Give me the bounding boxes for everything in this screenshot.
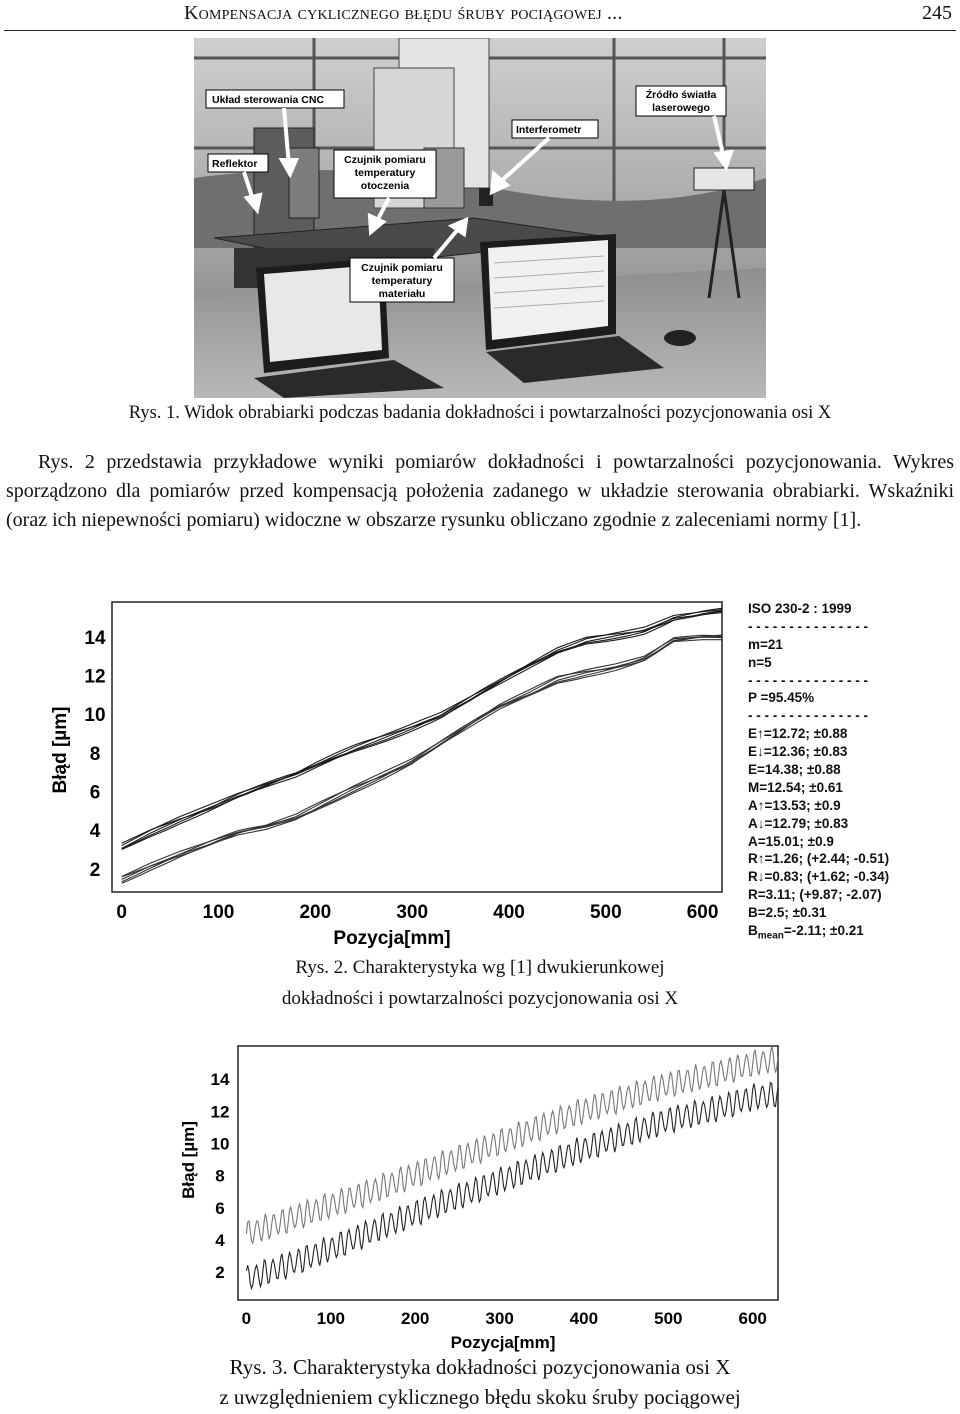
figure2-caption-line: dokładności i powtarzalności pozycjonowania osi X: [281, 988, 679, 1009]
stat-line: E↓=12.36; ±0.83: [748, 744, 848, 760]
figure3-chart: [170, 1040, 790, 1360]
label-laser-2: laserowego: [652, 102, 710, 114]
label-material-2: temperatury: [371, 275, 433, 287]
figure2-stats: [748, 600, 948, 940]
x-tick-label: 0: [241, 1309, 252, 1328]
label-cnc: Układ sterowania CNC: [212, 94, 325, 106]
y-tick-label: 14: [84, 627, 106, 649]
machine-photo: [194, 38, 766, 398]
x-tick-label: 100: [202, 902, 235, 923]
y-tick-label: 4: [89, 821, 101, 843]
y-tick-label: 2: [215, 1263, 225, 1283]
stat-line: R↓=0.83; (+1.62; -0.34): [748, 869, 890, 885]
y-tick-label: 6: [215, 1198, 225, 1218]
stat-line: R=3.11; (+9.87; -2.07): [748, 887, 882, 903]
label-ambient-2: temperatury: [354, 167, 416, 179]
figure3-ylabel: Błąd [µm]: [179, 1121, 198, 1199]
stat-line: - - - - - - - - - - - - - - -: [748, 672, 868, 688]
figure2-caption: [150, 952, 810, 1014]
header-rule: [4, 30, 956, 31]
stat-line: B=2.5; ±0.31: [748, 905, 827, 921]
label-interferometer: Interferometr: [516, 124, 582, 136]
stat-line: - - - - - - - - - - - - - - -: [748, 708, 868, 724]
stat-bmean: $B_{mean}=-2.11$; ±0.21: [748, 923, 864, 942]
y-tick-label: 12: [210, 1102, 230, 1122]
stat-line: m=21: [748, 636, 783, 652]
stat-line: A↑=13.53; ±0.9: [748, 797, 841, 813]
x-tick-label: 200: [299, 902, 332, 923]
stat-line: - - - - - - - - - - - - - - -: [748, 618, 868, 634]
x-tick-label: 500: [654, 1309, 683, 1328]
paragraph-text: Rys. 2 przedstawia przykładowe wyniki pomiarów dokładności i powtarzalności pozycjonowania. Wykres sporządzono dla pomiarów przed kompensacją położenia zadanego w układzie sterowania obrabiarki. Wskaźniki (oraz ich niepewności pomiaru) widoczne w obszarze rysunku obliczano zgodnie z zaleceniami normy [1].: [6, 451, 954, 531]
page-number: 245: [922, 2, 952, 24]
figure2-ylabel: Błąd [µm]: [50, 706, 71, 794]
label-ambient-1: Czujnik pomiaru: [344, 154, 426, 166]
stat-line: E↑=12.72; ±0.88: [748, 726, 848, 742]
x-tick-label: 400: [493, 902, 525, 923]
running-head: [0, 0, 960, 30]
stat-line: R↑=1.26; (+2.44; -0.51): [748, 851, 890, 867]
label-material-3: materiału: [378, 288, 426, 300]
label-reflector: Reflektor: [212, 158, 258, 170]
running-title: Kompensacja cyklicznego błędu śruby pociągowej ...: [184, 2, 623, 24]
y-tick-label: 12: [84, 666, 106, 688]
y-tick-label: 4: [215, 1230, 225, 1250]
body-paragraph: [6, 448, 954, 535]
x-tick-label: 0: [116, 902, 127, 923]
label-ambient-3: otoczenia: [360, 180, 410, 192]
label-laser-1: Źródło światła: [645, 89, 717, 101]
y-tick-label: 2: [89, 859, 101, 881]
y-tick-label: 8: [89, 743, 101, 765]
figure1-caption: Rys. 1. Widok obrabiarki podczas badania dokładności i powtarzalności pozycjonowania osi X: [128, 403, 832, 423]
y-tick-label: 6: [89, 782, 101, 804]
x-tick-label: 600: [686, 902, 719, 923]
x-tick-label: 300: [396, 902, 429, 923]
y-tick-label: 14: [210, 1070, 230, 1090]
stat-line: ISO 230-2 : 1999: [748, 601, 852, 616]
figure2-plot-area: [112, 602, 722, 892]
x-tick-label: 300: [485, 1309, 514, 1328]
figure3-caption-line: z uwzględnieniem cyklicznego błędu skoku śruby pociągowej: [219, 1385, 741, 1409]
label-material-1: Czujnik pomiaru: [361, 262, 443, 274]
x-tick-label: 100: [316, 1309, 345, 1328]
stat-line: P =95.45%: [748, 690, 815, 706]
x-tick-label: 600: [738, 1309, 767, 1328]
y-tick-label: 10: [210, 1134, 230, 1154]
figure3-xlabel: Pozycja[mm]: [450, 1333, 556, 1352]
figure2-caption-line: Rys. 2. Charakterystyka wg [1] dwukierunkowej: [295, 957, 665, 978]
figure3-caption: [100, 1352, 860, 1412]
y-tick-label: 8: [215, 1166, 225, 1186]
x-tick-label: 200: [401, 1309, 430, 1328]
x-tick-label: 500: [589, 902, 622, 923]
stat-line: n=5: [748, 654, 772, 670]
figure2-xlabel: Pozycja[mm]: [333, 928, 451, 949]
stat-line: A=15.01; ±0.9: [748, 833, 834, 849]
y-tick-label: 10: [84, 705, 106, 727]
stat-line: M=12.54; ±0.61: [748, 779, 843, 795]
stat-line: A↓=12.79; ±0.83: [748, 815, 849, 831]
figure3-caption-line: Rys. 3. Charakterystyka dokładności pozycjonowania osi X: [229, 1355, 731, 1379]
x-tick-label: 400: [569, 1309, 599, 1328]
stat-line: E=14.38; ±0.88: [748, 762, 841, 778]
